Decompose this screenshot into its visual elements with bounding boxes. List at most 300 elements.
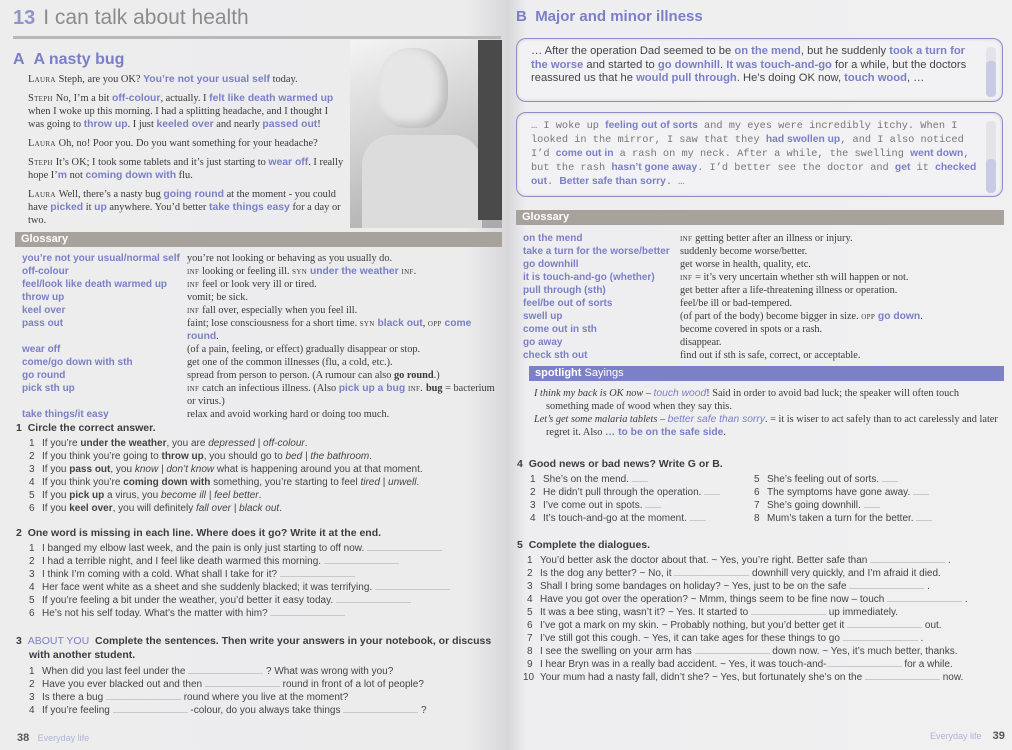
text-run: , … [906,72,925,84]
key-phrase: had swollen up [765,134,841,145]
text-run: you’re not looking or behaving as you usually do. [187,253,393,264]
exercise-1-heading [16,422,496,434]
text-run: up immediately. [825,607,899,618]
glossary-entry [523,232,1003,245]
text-run: . [917,633,924,644]
glossary-term [523,349,680,362]
text-run: keel over [69,503,113,514]
answer-blank[interactable] [849,580,924,589]
exercise-4-heading [517,458,997,470]
text-run: looking or feeling ill. [202,266,293,277]
item-number: 9 [527,659,533,670]
text-run: ! [317,119,321,130]
glossary-entry [523,271,1003,284]
text-run: become covered in spots or a rash. [680,324,823,335]
text-run: Steph [28,157,56,168]
saying [534,387,1004,413]
glossary-entry [523,323,1003,336]
glossary-term [523,310,680,323]
text-run: Is the dog any better? ~ No, it [540,568,675,579]
scrollbar[interactable] [986,47,996,97]
section-title: A nasty bug [33,51,125,68]
glossary-entry [22,304,502,317]
glossary-entry [523,284,1003,297]
text-run: something, you’re starting to feel [210,477,361,488]
text-run: what is happening around you at that moment. [214,464,423,475]
exercise-title: One word is missing in each line. Where does it go? Write it at the end. [27,527,382,539]
answer-blank[interactable] [375,581,450,590]
exercise-item [530,499,754,512]
exercise-item [29,581,496,594]
item-number: 4 [29,705,35,716]
text-run: inf [680,233,696,244]
text-run: If you [42,503,70,514]
section-b-heading [516,8,703,25]
glossary-term [523,232,680,245]
item-number: 3 [530,500,536,511]
exercise-4-items [517,473,997,525]
key-phrase: Better safe than sorry [559,176,666,187]
key-phrase: go downhill [657,58,721,71]
text-run: . [279,503,282,514]
text-run: It’s touch-and-go at the moment. [543,513,690,524]
glossary-definition [680,349,1003,362]
text-run: go away [523,337,563,348]
exercise-item [29,489,496,502]
text-run: round in front of a lot of people? [279,679,424,690]
text-run: Steph, are you OK? [58,74,144,85]
text-run: If you’re feeling a bit under the weather, you’d better it easy today. [42,595,336,606]
text-run: relax and avoid working hard or doing too much. [187,409,390,420]
text-run: check sth out [523,350,588,361]
exercise-item [523,671,1007,684]
glossary-definition [187,408,502,421]
exercise-3-heading [16,634,496,662]
scrollbar[interactable] [986,121,996,193]
page-number: 39 [992,730,1005,742]
glossary-term [523,284,680,297]
glossary-definition [680,271,1003,284]
photo-body [362,135,482,228]
text-run: and nearly [213,119,263,130]
glossary-term [523,323,680,336]
item-number: 5 [29,490,35,501]
answer-blank[interactable] [188,665,263,674]
text-run: I think I’m coming with a cold. What shall I take for it? [42,569,280,580]
item-number: 8 [754,513,760,524]
text-run: . [962,594,968,605]
exercise-item [527,593,1007,606]
text-run: getting better after an illness or injury. [695,233,853,244]
text-run: Laura [28,138,59,149]
item-number: 1 [29,543,35,554]
text-run: . [547,176,560,188]
text-run: inf [680,272,696,283]
text-run: . = it is wiser to act safely than to act carelessly and later regret it. Also [546,414,998,438]
key-phrase: get [894,162,911,173]
item-number: 4 [29,477,35,488]
glossary-entry [523,258,1003,271]
glossary-term [523,271,680,284]
section-letter: A [13,51,25,68]
text-run: It’s OK; I took some tablets and it’s just starting to [55,157,269,168]
answer-blank[interactable] [645,499,661,508]
glossary-definition [187,278,502,291]
item-number: 1 [527,555,533,566]
glossary-entry [22,369,502,382]
text-run: I’ve got a mark on my skin. ~ Probably nothing, but you’d better get it [540,620,848,631]
text-run: go round [394,370,434,381]
key-phrase: picked [50,202,84,213]
glossary-entry [523,349,1003,362]
text-run: Mum’s taken a turn for the better. [767,513,917,524]
text-run: flu. [176,170,193,181]
exercise-title: Complete the sentences. Then write your answers in your notebook, or discuss with another student. [29,635,492,661]
glossary-term [22,408,187,421]
section-title: Major and minor illness [535,8,703,25]
key-phrase: on the mend [734,45,801,57]
text-run: . [920,311,923,322]
text-run: you’re not your usual [22,253,124,264]
exercise-5-items [517,554,1007,684]
text-run: , you will definitely [112,503,196,514]
text-run: round where you live at the moment? [180,692,349,703]
text-run: syn [292,266,310,277]
exercise-item [29,555,496,568]
item-number: 1 [29,666,35,677]
text-run: inf [187,383,203,394]
item-number: 6 [29,503,35,514]
answer-blank[interactable] [674,567,749,576]
answer-blank[interactable] [690,512,706,521]
answer-blank[interactable] [106,691,181,700]
text-run: fall over, especially when you feel ill. [202,305,358,316]
text-run: on the mend [523,233,583,244]
exercise-item [530,512,754,525]
exercise-item [29,437,496,450]
key-phrase: better safe than sorry [667,414,765,425]
answer-blank[interactable] [632,473,648,482]
text-run: I’ve still got this cough. ~ Yes, it can take ages for these things to go [540,633,843,644]
answer-blank[interactable] [280,568,355,577]
exercise-item [527,554,1007,567]
text-run: off-colour [22,266,69,277]
exercise-5-heading [517,539,1007,551]
key-phrase: … to be on the safe side [604,427,724,438]
photo-monitor [478,40,502,220]
text-run: . [723,427,726,438]
key-phrase: come round [187,318,472,342]
answer-blank[interactable] [913,486,929,495]
text-run: If you [42,490,70,501]
text-run: . [304,438,308,449]
text-run: , you should go to [203,451,286,462]
glossary-entry [22,356,502,369]
glossary-entry [523,310,1003,323]
dialogue-line [28,188,346,227]
glossary-term [22,252,187,265]
key-phrase: pick up a bug [338,383,406,394]
text-run: inf. [398,266,417,277]
answer-blank[interactable] [704,486,720,495]
item-number: 5 [527,607,533,618]
text-run: pass out [22,318,64,329]
about-you-tag: ABOUT YOU [27,635,90,647]
item-number: 2 [29,451,35,462]
spotlight-header [529,366,1004,381]
exercise-number: 5 [517,539,523,551]
spotlight-label: spotlight [535,367,582,379]
text-run: coming down with [123,477,211,488]
text-run: He didn’t pull through the operation. [543,487,705,498]
text-run: . I really hope I’ [28,157,344,181]
glossary-entry [22,252,502,265]
text-run: pull through (sth) [523,285,606,296]
glossary-term [22,291,187,304]
scrollbar-thumb[interactable] [986,159,996,193]
exercise-item [527,619,1007,632]
key-phrase: touch wood [844,72,907,84]
text-run: pass out [69,464,111,475]
glossary-definition [187,356,502,369]
item-number: 5 [754,474,760,485]
text-run: become ill | feel better [160,490,259,501]
text-run: She’s going downhill. [767,500,864,511]
exercise-1 [16,422,496,515]
text-run: If you think you’re going to [42,451,162,462]
answer-blank[interactable] [847,619,922,628]
text-run: tired | unwell [360,477,417,488]
text-run: it [910,162,936,174]
text-run: The symptoms have gone away. [767,487,913,498]
text-run: ! Said in order to avoid bad luck; the speaker will often touch something made of wood when they say this. [546,388,959,412]
text-run: ? [418,705,427,716]
exercise-item [29,678,496,691]
dialogue-line [28,73,346,86]
answer-blank[interactable] [205,678,280,687]
glossary-definition [187,369,502,382]
exercise-item [29,691,496,704]
text-run: inf [187,266,203,277]
item-number: 2 [530,487,536,498]
scrollbar-thumb[interactable] [986,61,996,97]
text-run: for a while. [901,659,953,670]
text-run: Laura [28,189,59,200]
text-run: come/go down with sth [22,357,133,368]
key-phrase: took a turn for the worse [531,45,966,71]
glossary-term [523,245,680,258]
text-run: get better after a life-threatening illness or operation. [680,285,898,296]
text-run: take a turn for the worse/better [523,246,670,257]
item-number: 6 [527,620,533,631]
answer-blank[interactable] [343,704,418,713]
glossary-term [22,382,187,408]
exercise-3-items [16,665,496,717]
item-number: 8 [527,646,533,657]
text-run: for a while, but the doctors reassured us that he [531,58,967,84]
answer-blank[interactable] [113,704,188,713]
glossary-definition [187,382,502,408]
right-page [507,0,1012,750]
text-run: at the moment - you could have [28,189,336,213]
story-box-2 [516,112,1003,197]
key-phrase: black out [377,318,423,329]
item-number: 3 [29,569,35,580]
answer-blank[interactable] [827,658,902,667]
key-phrase: It was touch-and-go [726,58,832,71]
text-run: . [945,555,951,566]
text-run: .) [433,370,440,381]
item-number: 6 [29,608,35,619]
text-run: spread from person to person. (A rumour can also [187,370,395,381]
text-run: disappear. [680,337,722,348]
glossary-definition [680,323,1003,336]
answer-blank[interactable] [870,554,945,563]
answer-blank[interactable] [367,542,442,551]
text-run: it is touch-and-go (whether) [523,272,655,283]
text-run: out. [922,620,942,631]
text-run: fall over | black out [196,503,280,514]
text-run: He’s not his self today. What’s the matter with him? [42,608,271,619]
text-run: swell up [523,311,563,322]
glossary-definition [680,245,1003,258]
exercise-item [530,473,754,486]
glossary-term [22,317,187,343]
text-run: . I’d better see the doctor and [697,162,895,174]
item-number: 2 [527,568,533,579]
text-run: Her face went white as a sheet and she suddenly blacked; it was terrifying. [42,582,375,593]
text-run: If you’re feeling [42,705,113,716]
answer-blank[interactable] [865,671,940,680]
text-run: . [416,477,420,488]
glossary-list [22,252,502,421]
glossary-definition [187,252,502,265]
text-run: throw up [22,292,65,303]
glossary-entry [22,408,502,421]
exercise-item [527,606,1007,619]
text-run: Let’s get some malaria tablets – [534,414,668,425]
text-run: Oh, no! Poor you. Do you want something for your headache? [58,138,318,149]
key-phrase: felt like death warmed up [209,93,334,104]
text-run: faint; lose consciousness for a short time. [187,318,360,329]
story-text-2 [531,119,986,189]
exercise-3 [16,634,496,717]
key-phrase: touch wood [653,388,707,399]
exercise-item [29,607,496,620]
text-run: inf [187,305,203,316]
exercise-2-items [16,542,496,620]
text-run: , you are [166,438,209,449]
glossary-entry [523,297,1003,310]
glossary-term [523,258,680,271]
text-run: . He’s doing OK now, [736,72,845,84]
glossary-term [22,369,187,382]
text-run: . [924,581,930,592]
key-phrase: up [94,202,107,213]
text-run: Laura [28,74,59,85]
text-run: and started to [583,58,658,71]
glossary-term [22,343,187,356]
answer-blank[interactable] [882,473,898,482]
exercise-item [754,473,994,486]
story-text-1 [531,45,981,86]
text-run: feel/be ill or bad-tempered. [680,298,793,309]
exercise-item [29,542,496,555]
text-run: Your mum had a nasty fall, didn’t she? ~ Yes, but fortunately she’s on the [540,672,865,683]
text-run: . I just [127,119,157,130]
text-run: feel/be out of sorts [523,298,613,309]
glossary-term [22,278,187,291]
answer-blank[interactable] [270,607,345,616]
item-number: 3 [29,692,35,703]
text-run: inf [187,279,203,290]
item-number: 2 [29,556,35,567]
key-phrase: go down [877,311,921,322]
text-run: keel over [22,305,66,316]
answer-blank[interactable] [887,593,962,602]
answer-blank[interactable] [336,594,411,603]
text-run: it [83,202,95,213]
exercise-item [754,499,994,512]
glossary-entry [523,336,1003,349]
sayings-list [534,387,1004,439]
text-run: and my eyes were incredibly itchy. When I looked in the mirror, I saw that they [531,120,958,146]
glossary-term [22,304,187,317]
dialogue-line [28,156,346,182]
key-phrase: coming down with [85,170,177,181]
glossary-definition [680,258,1003,271]
answer-blank[interactable] [751,606,826,615]
glossary-definition [187,343,502,356]
story-box-1 [516,38,1003,102]
text-run: bug [425,383,443,394]
text-run: wear off [22,344,61,355]
answer-blank[interactable] [864,499,880,508]
text-run: (of a pain, feeling, or effect) gradually disappear or stop. [187,344,421,355]
exercise-2-heading [16,527,496,539]
item-number: 4 [530,513,536,524]
item-number: 6 [754,487,760,498]
answer-blank[interactable] [695,645,770,654]
answer-blank[interactable] [916,512,932,521]
exercise-number: 1 [16,422,22,434]
text-run: … I woke up [531,120,606,132]
glossary-definition [187,265,502,278]
glossary-term [22,265,187,278]
text-run: If you [42,464,70,475]
spotlight-title: Sayings [584,367,624,379]
dialogue [28,73,346,233]
text-run: I hear Bryn was in a really bad accident. ~ Yes, it was touch-and- [540,659,827,670]
exercise-item [29,568,496,581]
exercise-5 [517,539,1007,684]
answer-blank[interactable] [843,632,918,641]
text-run: . [720,58,727,71]
exercise-2 [16,527,496,620]
text-run: . … [665,176,685,188]
glossary-definition [187,317,502,343]
exercise-item [29,450,496,463]
answer-blank[interactable] [324,555,399,564]
text-run: Have you ever blacked out and then [42,679,205,690]
exercise-number: 4 [517,458,523,470]
exercise-title: Good news or bad news? Write G or B. [528,458,723,470]
text-run: (of part of the body) become bigger in size. [680,311,862,322]
glossary-header: Glossary [516,210,1004,225]
text-run: a virus, you [104,490,161,501]
item-number: 2 [29,679,35,690]
text-run: /normal self [123,253,180,264]
